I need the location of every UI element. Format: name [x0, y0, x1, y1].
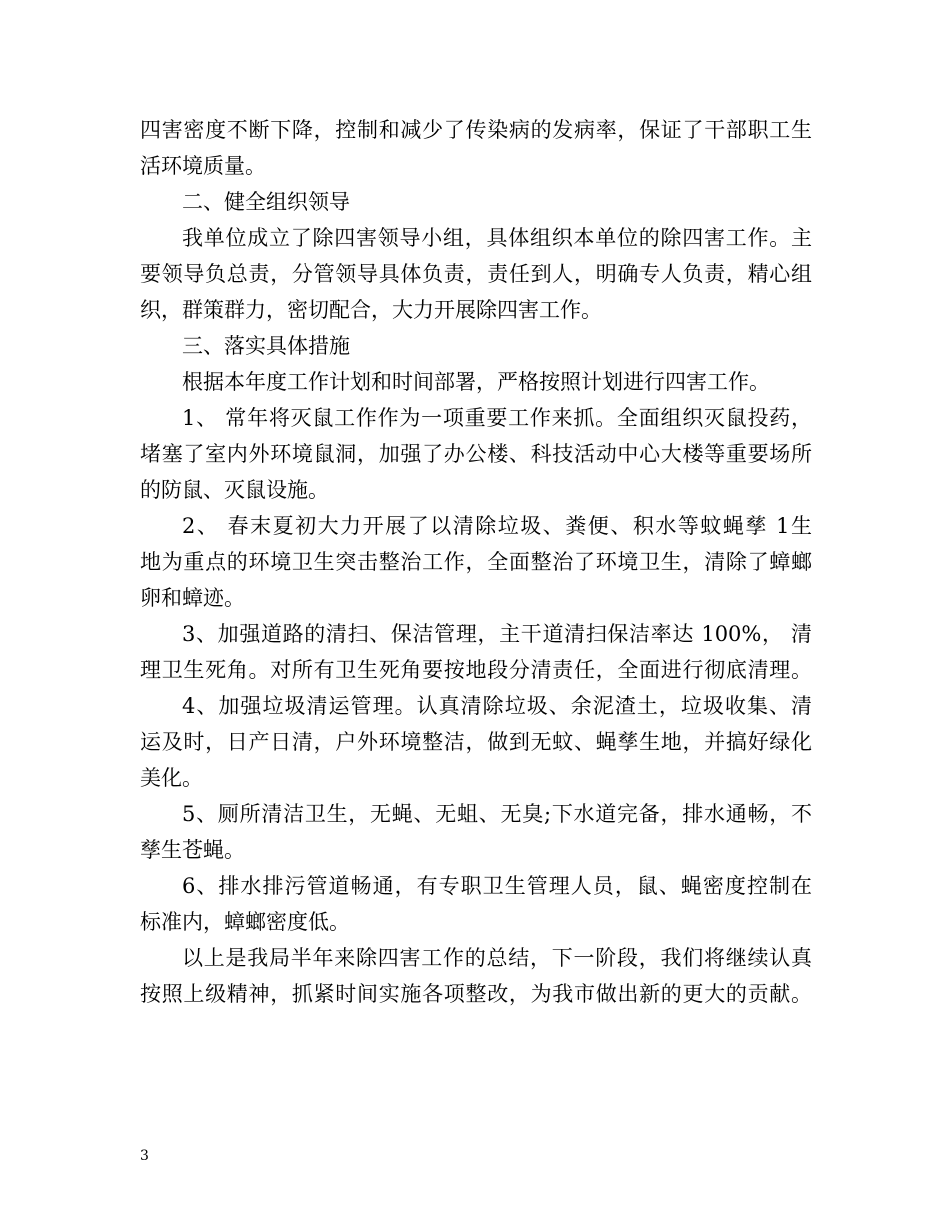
text-line: 5、厕所清洁卫生，无蝇、无蛆、无臭;下水道完备，排水通畅，不 [182, 802, 812, 826]
text-line: 4、加强垃圾清运管理。认真清除垃圾、余泥渣土，垃圾收集、清 [182, 694, 812, 718]
document-body [140, 112, 812, 1012]
text-line: 运及时，日产日清，户外环境整洁，做到无蚊、蝇孳生地，并搞好绿化 [140, 730, 812, 754]
text-line: 根据本年度工作计划和时间部署，严格按照计划进行四害工作。 [182, 370, 770, 394]
text-line: 三、落实具体措施 [182, 334, 350, 358]
text-line: 织，群策群力，密切配合，大力开展除四害工作。 [140, 298, 602, 322]
text-line: 四害密度不断下降，控制和减少了传染病的发病率，保证了干部职工生 [140, 118, 812, 142]
text-line: 二、健全组织领导 [182, 190, 350, 214]
text-line: 标准内，蟑螂密度低。 [140, 910, 350, 934]
text-line: 要领导负总责，分管领导具体负责，责任到人，明确专人负责，精心组 [140, 262, 812, 286]
text-line: 2、 春末夏初大力开展了以清除垃圾、粪便、积水等蚊蝇孳 1生 [182, 514, 812, 538]
text-line: 1、 常年将灭鼠工作作为一项重要工作来抓。全面组织灭鼠投药， [182, 406, 812, 430]
text-line: 卵和蟑迹。 [140, 586, 245, 610]
text-line: 按照上级精神，抓紧时间实施各项整改，为我市做出新的更大的贡献。 [140, 982, 812, 1006]
text-line: 美化。 [140, 766, 203, 790]
page-number: 3 [140, 1148, 149, 1164]
text-line: 地为重点的环境卫生突击整治工作，全面整治了环境卫生，清除了蟑螂 [140, 550, 812, 574]
text-line: 堵塞了室内外环境鼠洞，加强了办公楼、科技活动中心大楼等重要场所 [140, 442, 812, 466]
text-line: 孳生苍蝇。 [140, 838, 245, 862]
text-line: 的防鼠、灭鼠设施。 [140, 478, 329, 502]
text-line: 理卫生死角。对所有卫生死角要按地段分清责任，全面进行彻底清理。 [140, 658, 812, 682]
text-line: 6、排水排污管道畅通，有专职卫生管理人员，鼠、蝇密度控制在 [182, 874, 812, 898]
text-line: 3、加强道路的清扫、保洁管理，主干道清扫保洁率达 100%， 清 [182, 622, 812, 646]
text-line: 活环境质量。 [140, 154, 266, 178]
text-line: 我单位成立了除四害领导小组，具体组织本单位的除四害工作。主 [182, 226, 812, 250]
text-line: 以上是我局半年来除四害工作的总结，下一阶段，我们将继续认真 [182, 946, 812, 970]
